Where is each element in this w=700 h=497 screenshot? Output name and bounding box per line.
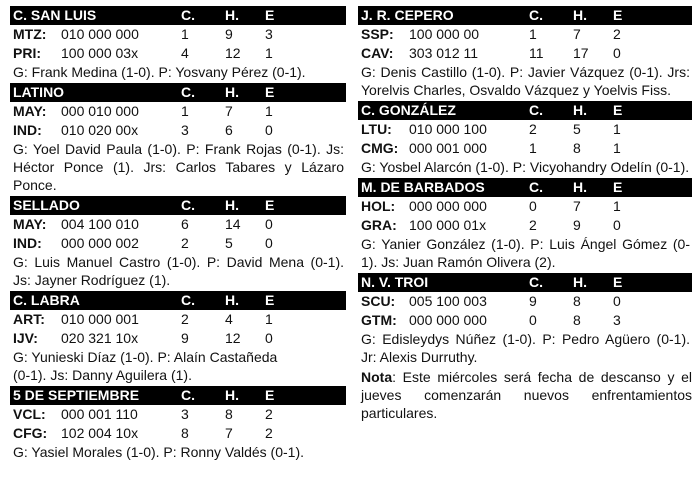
inning-line: 010 000 000: [61, 26, 139, 42]
errors-value: 1: [613, 140, 621, 156]
game-header: [358, 6, 692, 25]
hits-header: H.: [573, 274, 587, 290]
inning-line: 100 000 01x: [409, 217, 487, 233]
venue-name: SELLADO: [13, 197, 80, 213]
runs-value: 1: [529, 140, 537, 156]
hits-value: 7: [573, 26, 581, 42]
score-row: [358, 139, 692, 158]
game-block: [10, 83, 346, 194]
game-header: [10, 291, 346, 310]
right-games-list: [358, 6, 692, 366]
team-abbr: CAV:: [361, 45, 394, 61]
errors-value: 0: [265, 122, 273, 138]
errors-value: 0: [613, 217, 621, 233]
pitching-note: G: Denis Castillo (1-0). P: Javier Vázquez (0-1). Jrs: Yorelvis Charles, Osvaldo Vázquez y Yoelvis Fiss.: [361, 64, 690, 98]
inning-line: 000 001 000: [409, 140, 487, 156]
hits-value: 7: [225, 425, 233, 441]
runs-value: 4: [181, 45, 189, 61]
team-abbr: IND:: [13, 122, 42, 138]
game-header: [358, 101, 692, 120]
errors-header: E: [265, 387, 275, 403]
errors-value: 3: [265, 26, 273, 42]
hits-value: 5: [573, 121, 581, 137]
hits-value: 17: [573, 45, 589, 61]
game-block: [358, 6, 692, 99]
team-abbr: CFG:: [13, 425, 48, 441]
score-row: [10, 44, 346, 63]
pitching-note: G: Luis Manuel Castro (1-0). P: David Mena (0-1). Js: Jayner Rodríguez (1).: [13, 254, 344, 288]
score-row: [358, 197, 692, 216]
hits-value: 14: [225, 216, 241, 232]
hits-value: 8: [573, 140, 581, 156]
hits-value: 8: [573, 312, 581, 328]
inning-line: 005 100 003: [409, 293, 487, 309]
game-header: [358, 273, 692, 292]
hits-header: H.: [225, 197, 239, 213]
inning-line: 000 000 000: [409, 312, 487, 328]
team-abbr: MAY:: [13, 216, 47, 232]
team-abbr: VCL:: [13, 406, 46, 422]
errors-value: 1: [265, 45, 273, 61]
runs-header: C.: [181, 84, 195, 100]
runs-value: 11: [529, 45, 544, 61]
runs-value: 2: [181, 235, 189, 251]
game-block: [10, 291, 346, 384]
score-row: [10, 424, 346, 443]
errors-value: 0: [265, 216, 273, 232]
final-note: [358, 368, 692, 422]
game-notes: [358, 158, 692, 176]
hits-header: H.: [573, 102, 587, 118]
errors-value: 1: [613, 121, 621, 137]
score-row: [358, 25, 692, 44]
team-abbr: MTZ:: [13, 26, 47, 42]
score-row: [358, 292, 692, 311]
team-abbr: IND:: [13, 235, 42, 251]
pitching-note: (0-1). Js: Danny Aguilera (1).: [13, 367, 192, 383]
hits-value: 4: [225, 311, 233, 327]
score-row: [10, 102, 346, 121]
game-block: [10, 6, 346, 81]
errors-value: 2: [265, 406, 273, 422]
game-block: [10, 386, 346, 461]
errors-value: 1: [265, 103, 273, 119]
runs-header: C.: [181, 292, 195, 308]
runs-header: C.: [529, 7, 543, 23]
score-row: [358, 44, 692, 63]
errors-value: 0: [265, 330, 273, 346]
venue-name: 5 DE SEPTIEMBRE: [13, 387, 140, 403]
hits-value: 8: [225, 406, 233, 422]
team-abbr: PRI:: [13, 45, 41, 61]
game-header: [10, 6, 346, 25]
team-abbr: IJV:: [13, 330, 38, 346]
pitching-note: G: Yanier González (1-0). P: Luis Ángel Gómez (0-1). Js: Juan Ramón Olivera (2).: [361, 236, 690, 270]
hits-value: 6: [225, 122, 233, 138]
runs-header: C.: [529, 102, 543, 118]
runs-header: C.: [529, 274, 543, 290]
runs-header: C.: [181, 7, 195, 23]
errors-value: 2: [613, 26, 621, 42]
left-column: [10, 6, 346, 463]
hits-value: 9: [225, 26, 233, 42]
venue-name: M. DE BARBADOS: [361, 179, 485, 195]
hits-header: H.: [225, 7, 239, 23]
runs-value: 0: [529, 312, 537, 328]
inning-line: 303 012 11: [409, 45, 479, 61]
runs-value: 2: [181, 311, 189, 327]
runs-header: C.: [181, 197, 195, 213]
inning-line: 010 000 001: [61, 311, 139, 327]
inning-line: 020 321 10x: [61, 330, 139, 346]
hits-header: H.: [573, 7, 587, 23]
pitching-note: G: Yosbel Alarcón (1-0). P: Vicyohandry Odelín (0-1).: [361, 159, 690, 175]
final-note-label: Nota: [361, 369, 393, 385]
score-row: [10, 215, 346, 234]
game-header: [10, 386, 346, 405]
inning-line: 000 010 000: [61, 103, 139, 119]
inning-line: 000 000 002: [61, 235, 139, 251]
runs-value: 3: [181, 406, 189, 422]
team-abbr: MAY:: [13, 103, 47, 119]
venue-name: J. R. CEPERO: [361, 7, 454, 23]
errors-value: 2: [265, 425, 273, 441]
hits-header: H.: [225, 84, 239, 100]
hits-value: 7: [573, 198, 581, 214]
runs-value: 1: [529, 26, 537, 42]
pitching-note: G: Yoel David Paula (1-0). P: Frank Rojas (0-1). Js: Héctor Ponce (1). Jrs: Carlos Tabares y Lázaro Ponce.: [13, 141, 344, 193]
score-row: [358, 120, 692, 139]
game-notes: [10, 443, 346, 461]
inning-line: 010 020 00x: [61, 122, 139, 138]
hits-value: 7: [225, 103, 233, 119]
runs-value: 1: [181, 103, 189, 119]
errors-header: E: [265, 197, 275, 213]
errors-header: E: [613, 7, 623, 23]
hits-value: 12: [225, 330, 241, 346]
hits-header: H.: [225, 292, 239, 308]
hits-value: 9: [573, 217, 581, 233]
inning-line: 004 100 010: [61, 216, 139, 232]
errors-value: 0: [265, 235, 273, 251]
runs-header: C.: [181, 387, 195, 403]
team-abbr: SSP:: [361, 26, 394, 42]
right-column: [358, 6, 692, 422]
errors-value: 1: [613, 198, 621, 214]
game-block: [358, 178, 692, 271]
game-notes: [358, 63, 692, 99]
errors-value: 0: [613, 293, 621, 309]
runs-value: 8: [181, 425, 189, 441]
errors-header: E: [613, 102, 623, 118]
score-row: [10, 310, 346, 329]
game-block: [358, 273, 692, 366]
errors-value: 0: [613, 45, 621, 61]
pitching-note: G: Edisleydys Núñez (1-0). P: Pedro Agüero (0-1). Jr: Alexis Durruthy.: [361, 331, 690, 365]
game-notes: [10, 253, 346, 289]
errors-header: E: [265, 292, 275, 308]
game-header: [10, 196, 346, 215]
hits-header: H.: [225, 387, 239, 403]
score-row: [10, 405, 346, 424]
score-row: [358, 216, 692, 235]
team-abbr: GTM:: [361, 312, 397, 328]
team-abbr: ART:: [13, 311, 45, 327]
errors-header: E: [613, 179, 623, 195]
venue-name: C. LABRA: [13, 292, 80, 308]
venue-name: LATINO: [13, 84, 65, 100]
runs-header: C.: [529, 179, 543, 195]
inning-line: 102 004 10x: [61, 425, 139, 441]
errors-header: E: [265, 7, 275, 23]
game-block: [358, 101, 692, 176]
hits-value: 12: [225, 45, 241, 61]
inning-line: 010 000 100: [409, 121, 487, 137]
runs-value: 2: [529, 121, 537, 137]
game-notes: [358, 235, 692, 271]
pitching-note: G: Yunieski Díaz (1-0). P: Alaín Castañeda: [13, 349, 278, 365]
game-header: [10, 83, 346, 102]
hits-value: 5: [225, 235, 233, 251]
game-header: [358, 178, 692, 197]
game-notes: [358, 330, 692, 366]
venue-name: C. SAN LUIS: [13, 7, 97, 23]
errors-header: E: [613, 274, 623, 290]
venue-name: N. V. TROI: [361, 274, 429, 290]
runs-value: 9: [529, 293, 537, 309]
team-abbr: SCU:: [361, 293, 396, 309]
runs-value: 9: [181, 330, 189, 346]
team-abbr: CMG:: [361, 140, 399, 156]
runs-value: 2: [529, 217, 537, 233]
team-abbr: LTU:: [361, 121, 392, 137]
errors-value: 3: [613, 312, 621, 328]
runs-value: 6: [181, 216, 189, 232]
score-row: [10, 329, 346, 348]
inning-line: 100 000 00: [409, 26, 480, 42]
hits-value: 8: [573, 293, 581, 309]
errors-value: 1: [265, 311, 273, 327]
pitching-note: G: Yasiel Morales (1-0). P: Ronny Valdés (0-1).: [13, 444, 304, 460]
game-block: [10, 196, 346, 289]
score-row: [10, 234, 346, 253]
final-note-text: : Este miércoles será fecha de descanso y el jueves comenzarán nuevos enfrentamientos particulares.: [361, 369, 692, 421]
inning-line: 000 000 000: [409, 198, 487, 214]
team-abbr: HOL:: [361, 198, 396, 214]
score-row: [10, 25, 346, 44]
runs-value: 0: [529, 198, 537, 214]
game-notes: [10, 140, 346, 194]
team-abbr: GRA:: [361, 217, 397, 233]
inning-line: 000 001 110: [61, 406, 138, 422]
game-notes: [10, 63, 346, 81]
inning-line: 100 000 03x: [61, 45, 139, 61]
venue-name: C. GONZÁLEZ: [361, 102, 456, 118]
pitching-note: G: Frank Medina (1-0). P: Yosvany Pérez (0-1).: [13, 64, 306, 80]
score-row: [358, 311, 692, 330]
runs-value: 3: [181, 122, 189, 138]
errors-header: E: [265, 84, 275, 100]
score-row: [10, 121, 346, 140]
game-notes: [10, 348, 346, 384]
runs-value: 1: [181, 26, 189, 42]
hits-header: H.: [573, 179, 587, 195]
